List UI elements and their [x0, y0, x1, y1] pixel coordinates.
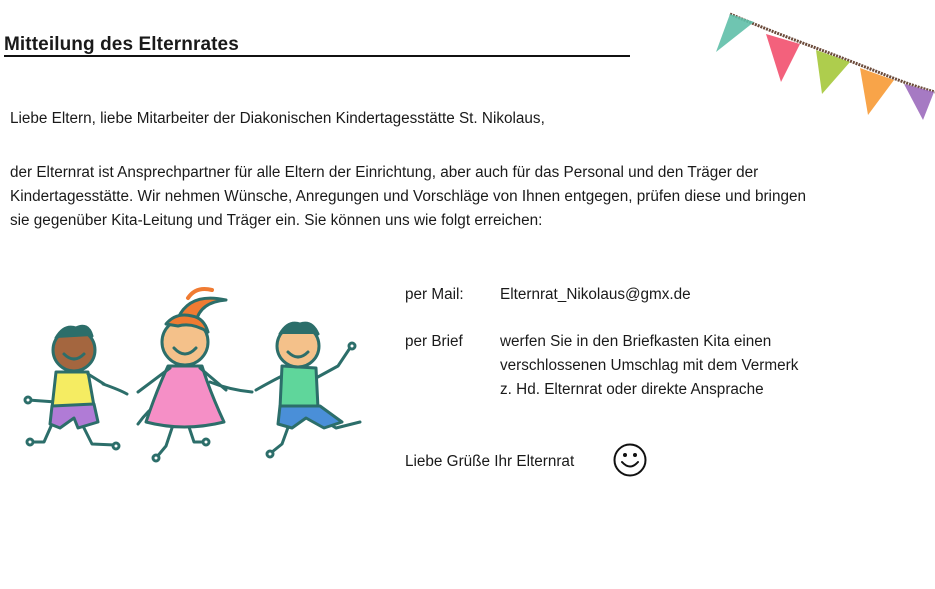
email-address-link[interactable]: Elternrat_Nikolaus@gmx.de [500, 286, 691, 303]
letter-line: werfen Sie in den Briefkasten Kita einen [500, 333, 772, 350]
letter-line: z. Hd. Elternrat oder direkte Ansprache [500, 381, 764, 398]
child-left [25, 326, 119, 449]
intro-paragraph [10, 161, 806, 233]
bunting-garland-icon [708, 0, 935, 125]
intro-line: sie gegenüber Kita-Leitung und Träger ein. Sie können uns wie folgt erreichen: [10, 212, 543, 229]
title-underline [4, 55, 630, 57]
bunting-flag-teal [716, 14, 754, 52]
mail-label: per Mail: [405, 286, 464, 303]
page-title: Mitteilung des Elternrates [4, 34, 239, 55]
children-holding-hands-illustration [20, 282, 370, 467]
child-right [256, 323, 360, 457]
greeting-text: Liebe Eltern, liebe Mitarbeiter der Diakonischen Kindertagesstätte St. Nikolaus, [10, 110, 545, 127]
letter-label: per Brief [405, 333, 463, 350]
smiley-face-icon [612, 442, 648, 478]
intro-line: der Elternrat ist Ansprechpartner für alle Eltern der Einrichtung, aber auch für das Personal und den Träger der [10, 164, 759, 181]
letter-line: verschlossenen Umschlag mit dem Vermerk [500, 357, 799, 374]
bunting-flag-orange [860, 68, 894, 115]
signoff-text: Liebe Grüße Ihr Elternrat [405, 453, 575, 470]
child-middle [138, 289, 226, 461]
intro-line: Kindertagesstätte. Wir nehmen Wünsche, Anregungen und Vorschläge von Ihnen entgegen, prüfen diese und bringen [10, 188, 806, 205]
letter-instructions [500, 330, 798, 402]
bunting-flag-green [816, 50, 850, 94]
